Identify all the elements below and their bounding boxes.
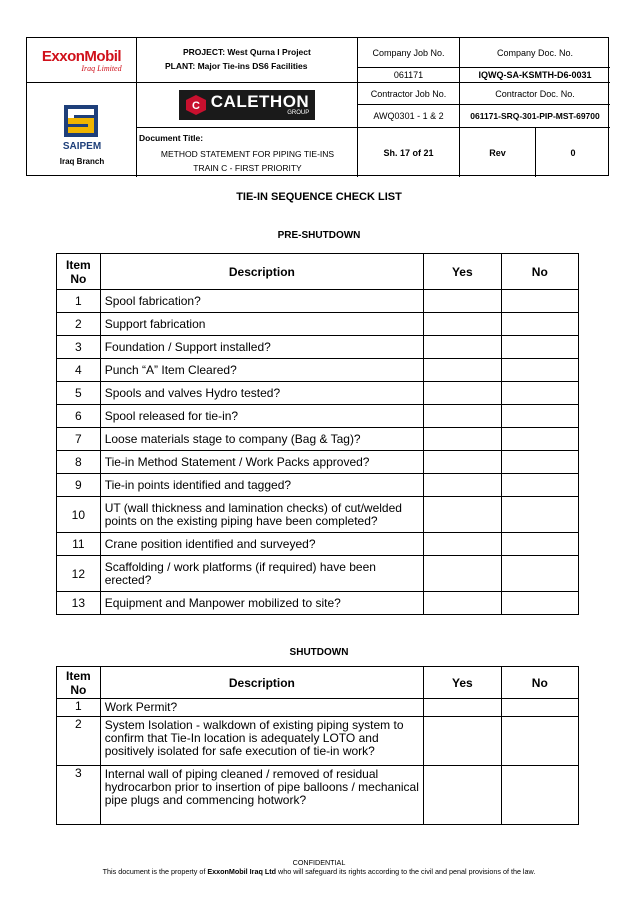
item-number: 4 [57,359,101,382]
company-doc-no-label: Company Doc. No. [460,38,610,68]
company-doc-no: IQWQ-SA-KSMTH-D6-0031 [460,68,610,83]
document-header [26,37,609,176]
no-checkbox-cell[interactable] [501,405,578,428]
pre-shutdown-header-row [57,254,579,290]
exxonmobil-logo: ExxonMobil [41,47,122,65]
yes-checkbox-cell[interactable] [424,556,502,592]
item-number: 10 [57,497,101,533]
svg-text:C: C [191,100,200,112]
item-number: 9 [57,474,101,497]
table-row [57,359,579,382]
yes-checkbox-cell[interactable] [424,592,502,615]
footer-notice [0,867,638,876]
calethon-emblem-icon [185,94,207,116]
table-row [57,313,579,336]
item-number: 2 [57,313,101,336]
item-description: Spools and valves Hydro tested? [100,382,423,405]
table-row [57,592,579,615]
description-header: Description [100,254,423,290]
calethon-logo-sub: GROUP [287,110,310,116]
saipem-logo-cell [27,83,137,177]
item-description: Work Permit? [100,699,423,717]
item-number: 12 [57,556,101,592]
contractor-job-no: AWQ0301 - 1 & 2 [358,105,460,128]
yes-checkbox-cell[interactable] [424,717,502,766]
item-description: Punch “A” Item Cleared? [100,359,423,382]
footer-notice-pre: This document is the property of [102,867,208,876]
no-checkbox-cell[interactable] [501,290,578,313]
confidential-label: CONFIDENTIAL [292,858,346,867]
page-title: TIE-IN SEQUENCE CHECK LIST [236,191,402,203]
document-title-line2: TRAIN C - FIRST PRIORITY [193,163,302,173]
item-description: Spool released for tie-in? [100,405,423,428]
yes-header: Yes [424,667,502,699]
no-checkbox-cell[interactable] [501,336,578,359]
no-checkbox-cell[interactable] [501,497,578,533]
item-number: 2 [57,717,101,766]
no-checkbox-cell[interactable] [501,592,578,615]
item-number: 1 [57,699,101,717]
saipem-logo-text: SAIPEM [62,141,102,152]
item-description: Support fabrication [100,313,423,336]
document-title-label: Document Title: [139,133,204,143]
item-description: Equipment and Manpower mobilized to site? [100,592,423,615]
no-checkbox-cell[interactable] [501,699,578,717]
contractor-logo-cell [137,83,358,128]
sheet-number: Sh. 17 of 21 [358,128,460,177]
pre-shutdown-body [57,290,579,615]
yes-checkbox-cell[interactable] [424,359,502,382]
table-row [57,497,579,533]
yes-checkbox-cell[interactable] [424,699,502,717]
item-description: Crane position identified and surveyed? [100,533,423,556]
item-description: System Isolation - walkdown of existing piping system to confirm that Tie-In location is adequately LOTO and positively isolated for safe execution of tie-in work? [100,717,423,766]
table-row [57,717,579,766]
item-description: Internal wall of piping cleaned / removed of residual hydrocarbon prior to insertion of pipe balloons / mechanical pipe plugs and commencing hotwork? [100,766,423,825]
table-row [57,382,579,405]
yes-header: Yes [424,254,502,290]
shutdown-table [56,666,579,825]
table-row [57,336,579,359]
no-header: No [501,254,578,290]
item-description: Spool fabrication? [100,290,423,313]
contractor-doc-no: 061171-SRQ-301-PIP-MST-69700 [460,105,610,128]
shutdown-header-row [57,667,579,699]
item-description: Tie-in points identified and tagged? [100,474,423,497]
no-checkbox-cell[interactable] [501,766,578,825]
item-number: 8 [57,451,101,474]
item-description: Loose materials stage to company (Bag & Tag)? [100,428,423,451]
item-number: 11 [57,533,101,556]
client-logo-cell [27,38,137,83]
yes-checkbox-cell[interactable] [424,474,502,497]
no-checkbox-cell[interactable] [501,533,578,556]
description-header: Description [100,667,423,699]
table-row [57,451,579,474]
contractor-doc-no-label: Contractor Doc. No. [460,83,610,105]
yes-checkbox-cell[interactable] [424,313,502,336]
document-title-line1: METHOD STATEMENT FOR PIPING TIE-INS [160,149,335,159]
plant-line: PLANT: Major Tie-ins DS6 Facilities [165,61,308,71]
item-number: 3 [57,336,101,359]
no-checkbox-cell[interactable] [501,451,578,474]
pre-shutdown-table [56,253,579,615]
table-row [57,405,579,428]
item-description: Foundation / Support installed? [100,336,423,359]
table-row [57,474,579,497]
yes-checkbox-cell[interactable] [424,382,502,405]
item-no-header: Item No [57,667,101,699]
item-description: Scaffolding / work platforms (if required) have been erected? [100,556,423,592]
no-checkbox-cell[interactable] [501,313,578,336]
document-title-cell [137,128,358,177]
footer-notice-post: who will safeguard its rights according to the civil and penal provisions of the law. [276,867,536,876]
no-checkbox-cell[interactable] [501,474,578,497]
item-number: 7 [57,428,101,451]
project-cell [137,38,358,83]
company-job-no-label: Company Job No. [358,38,460,68]
table-row [57,556,579,592]
saipem-logo-icon [64,105,98,137]
yes-checkbox-cell[interactable] [424,533,502,556]
table-row [57,290,579,313]
exxonmobil-logo-sub: Iraq Limited [81,63,122,73]
no-header: No [501,667,578,699]
project-line: PROJECT: West Qurna I Project [183,47,311,57]
footer-notice-company: ExxonMobil Iraq Ltd [207,867,277,876]
item-description: Tie-in Method Statement / Work Packs approved? [100,451,423,474]
yes-checkbox-cell[interactable] [424,290,502,313]
table-row [57,766,579,825]
pre-shutdown-title: PRE-SHUTDOWN [277,230,361,241]
no-checkbox-cell[interactable] [501,428,578,451]
shutdown-body [57,699,579,825]
yes-checkbox-cell[interactable] [424,766,502,825]
no-checkbox-cell[interactable] [501,556,578,592]
item-number: 5 [57,382,101,405]
company-job-no: 061171 [358,68,460,83]
contractor-job-no-label: Contractor Job No. [358,83,460,105]
item-no-header: Item No [57,254,101,290]
rev-value: 0 [570,147,576,158]
no-checkbox-cell[interactable] [501,717,578,766]
item-number: 3 [57,766,101,825]
item-number: 1 [57,290,101,313]
calethon-logo [179,90,315,120]
yes-checkbox-cell[interactable] [424,428,502,451]
table-row [57,533,579,556]
yes-checkbox-cell[interactable] [424,336,502,359]
no-checkbox-cell[interactable] [501,359,578,382]
item-number: 13 [57,592,101,615]
saipem-branch: Iraq Branch [59,157,105,166]
yes-checkbox-cell[interactable] [424,497,502,533]
calethon-logo-text: CALETHON [210,92,310,111]
no-checkbox-cell[interactable] [501,382,578,405]
item-number: 6 [57,405,101,428]
shutdown-title: SHUTDOWN [289,647,349,658]
table-row [57,699,579,717]
table-row [57,428,579,451]
rev-label: Rev [460,128,536,177]
yes-checkbox-cell[interactable] [424,451,502,474]
yes-checkbox-cell[interactable] [424,405,502,428]
item-description: UT (wall thickness and lamination checks) of cut/welded points on the existing piping have been completed? [100,497,423,533]
